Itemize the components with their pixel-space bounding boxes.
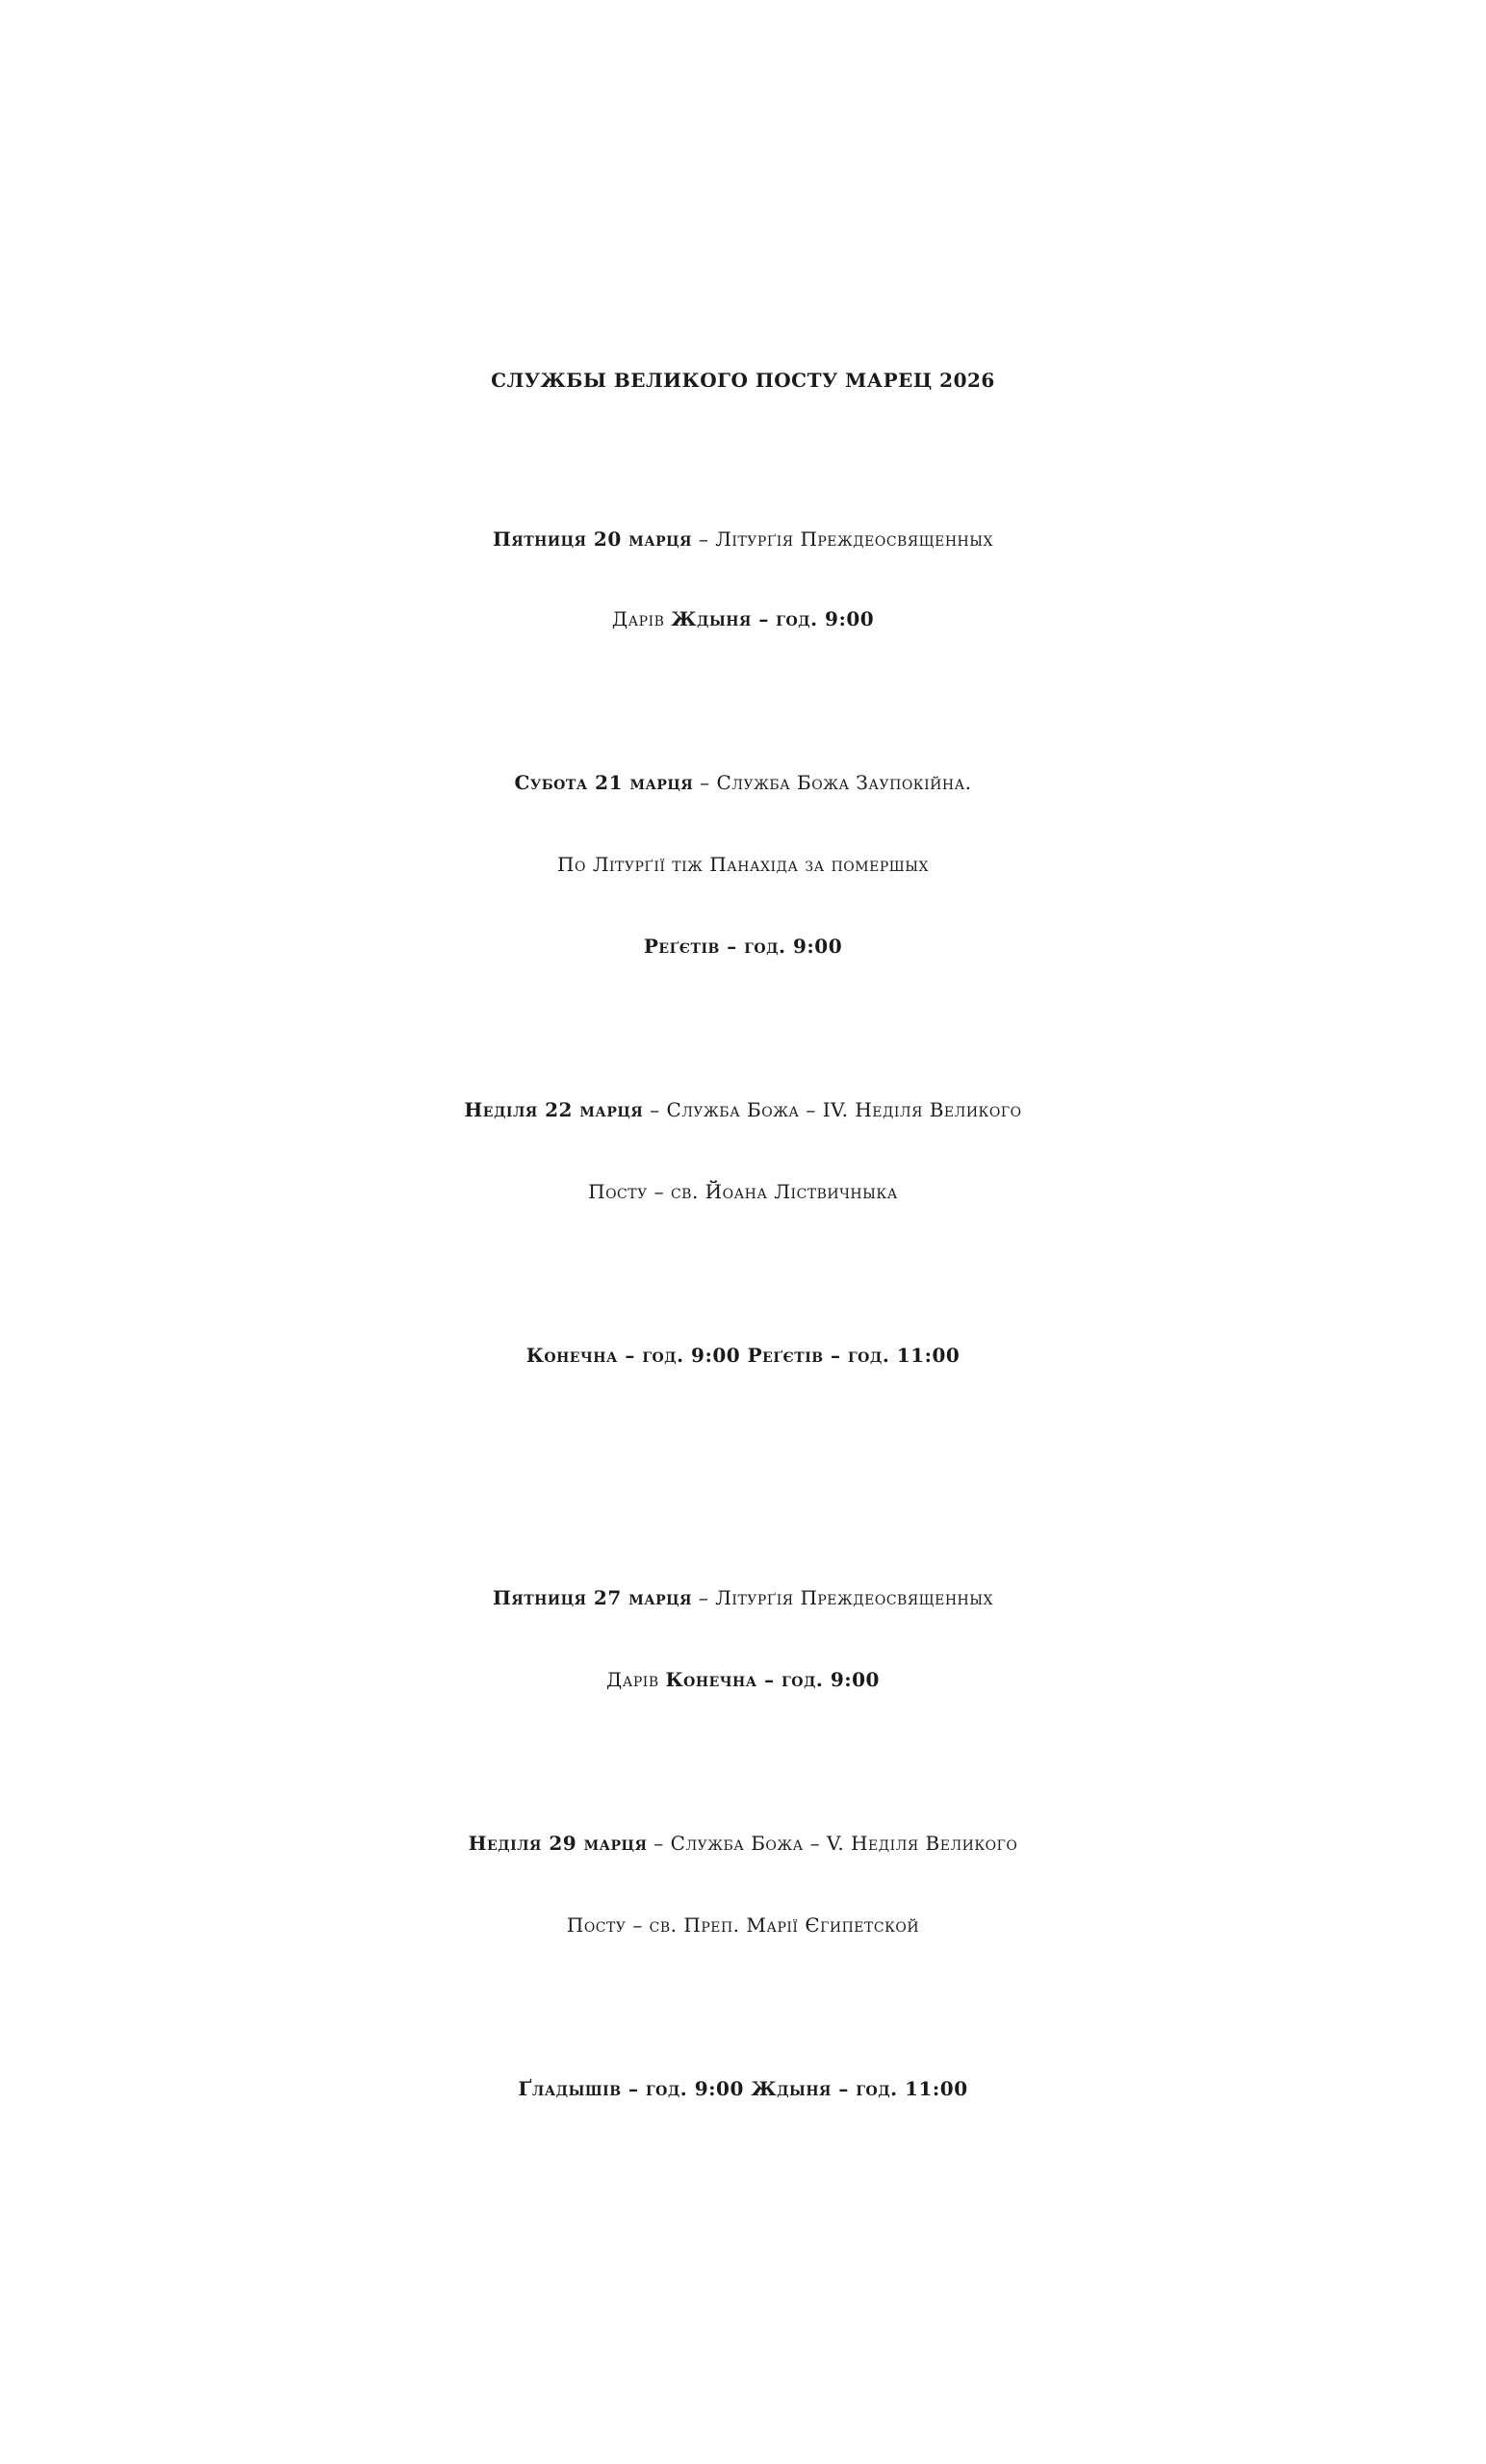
entry-4-line-2 xyxy=(0,1646,1486,1713)
entry-1-line-1 xyxy=(0,505,1486,573)
entry-2-note: По Літурґії тіж Панахіда за помершых xyxy=(557,853,929,876)
entry-5-date: Неділя 29 марця xyxy=(468,1832,648,1855)
entry-2-line-2 xyxy=(0,831,1486,898)
entry-2-line-1 xyxy=(0,749,1486,816)
entry-4-service-cont: Дарів xyxy=(606,1668,666,1691)
entry-4-date: Пятниця 27 марця xyxy=(492,1586,693,1609)
entry-5-line-3 xyxy=(0,2055,1486,2122)
entry-3-line-2 xyxy=(0,1158,1486,1225)
entry-5-places-times: Ґладышів – год. 9:00 Ждыня – год. 11:00 xyxy=(518,2077,968,2100)
entry-3-service-cont: Посту – св. Йоана Ліствичныка xyxy=(588,1180,898,1203)
entry-1-place-time: Ждыня – год. 9:00 xyxy=(671,607,875,630)
document-title: СЛУЖБЫ ВЕЛИКОГО ПОСТУ МАРЕЦ 2026 xyxy=(491,369,995,392)
entry-5-service: – Служба Божа – V. Неділя Великого xyxy=(647,1832,1018,1855)
entry-4-place-time: Конечна – год. 9:00 xyxy=(665,1668,880,1691)
entry-1-service-cont: Дарів xyxy=(611,607,672,630)
entry-3-service: – Служба Божа – IV. Неділя Великого xyxy=(643,1098,1022,1121)
entry-3-date: Неділя 22 марця xyxy=(464,1098,644,1121)
entry-5-line-2 xyxy=(0,1891,1486,1959)
entry-3-line-1 xyxy=(0,1076,1486,1143)
entry-2-date: Субота 21 марця xyxy=(514,771,694,794)
entry-2-line-3 xyxy=(0,912,1486,980)
entry-4-line-1 xyxy=(0,1564,1486,1631)
entry-4-service: – Літурґія Преждеосвященных xyxy=(692,1586,993,1609)
entry-5-line-1 xyxy=(0,1810,1486,1877)
entry-3-places-times: Конечна – год. 9:00 Реґєтів – год. 11:00 xyxy=(525,1344,961,1367)
entry-1-line-2 xyxy=(0,585,1486,653)
entry-3-line-3 xyxy=(0,1322,1486,1389)
entry-2-place-time: Реґєтів – год. 9:00 xyxy=(643,935,843,958)
entry-1-date: Пятниця 20 марця xyxy=(492,527,693,551)
entry-1-service: – Літурґія Преждеосвященных xyxy=(692,527,993,551)
entry-5-service-cont: Посту – св. Преп. Марії Єгипетской xyxy=(566,1913,920,1937)
entry-2-service: – Служба Божа Заупокійна. xyxy=(693,771,972,794)
